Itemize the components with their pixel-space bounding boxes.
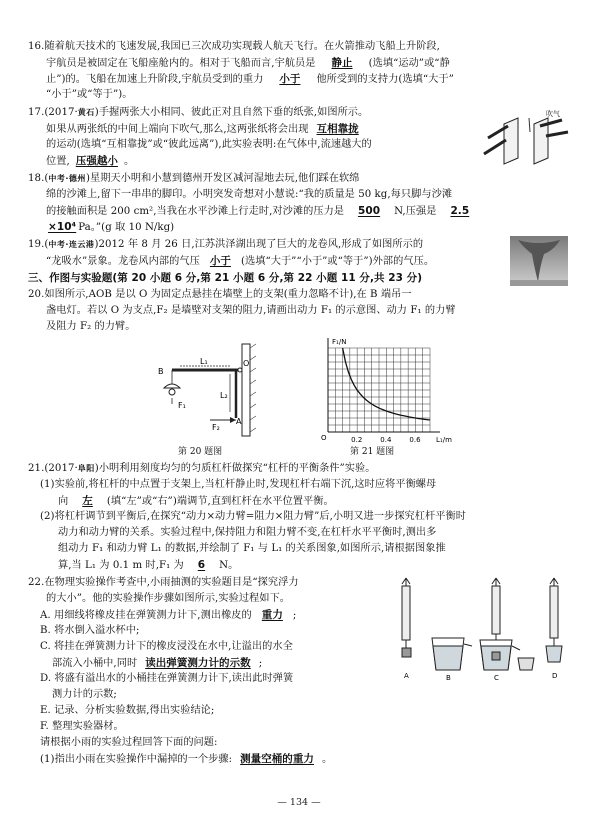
q22-stepF: F. 整理实验器材。	[40, 721, 124, 732]
q22-line1: 22.在物理实验操作考查中,小雨抽测的实验题目是“探究浮力	[28, 577, 299, 588]
caption-fig20: 第 20 题图	[178, 447, 223, 457]
caption-fig21: 第 21 题图	[350, 447, 395, 457]
q21-line6: 组动力 F₁ 和动力臂 L₁ 的数据,并绘制了 F₁ 与 L₁ 的关系图象,如图所示,请根据图象推	[58, 543, 446, 554]
bracket-figure	[150, 340, 270, 440]
q21-answer2: 6	[197, 559, 206, 571]
q22-answer1: 测量空桶的重力	[240, 753, 314, 765]
page-number: — 134 —	[277, 797, 321, 808]
q17-line1: 17.(2017·黄石)手握两张大小相同、彼此正对且自然下垂的纸张,如图所示。	[28, 107, 369, 118]
q17-answer1: 互相靠拢	[316, 123, 359, 135]
q21-line5: 动力和动力臂的关系。实验过程中,保持阻力和阻力臂不变,在杠杆水平平衡时,测出多	[58, 527, 437, 538]
q18-line1: 18.(中考·德州)星期天小明和小慧到德州开发区减河湿地去玩,他们踩在软绵	[28, 173, 360, 184]
q16-answer1: 静止	[331, 57, 353, 69]
fig20-B-label: B	[158, 367, 164, 376]
blow-label: 吹气	[546, 110, 560, 118]
q16-answer2: 小于	[279, 73, 301, 85]
q19-line2: “龙吸水”景象。龙卷风内部的气压 小于 (选填“大于”“小于”或“等于”)外部的气压。	[46, 255, 435, 267]
y-axis-label: F₁/N	[332, 338, 347, 346]
q21-line1: 21.(2017·阜阳)小明利用刻度均匀的匀质杠杆做探究“杠杆的平衡条件”实验。	[28, 463, 376, 474]
q22-line2: 的大小”。他的实验操作步骤如图所示,实验过程如下。	[46, 593, 291, 604]
q21-answer1: 左	[82, 495, 93, 507]
q19-line1: 19.(中考·连云港)2012 年 8 月 26 日,江苏洪泽湖出现了巨大的龙卷风,形成了如图所示的	[28, 239, 424, 250]
q22-stepC1: C. 将挂在弹簧测力计下的橡皮浸没在水中,让溢出的水全	[40, 641, 293, 652]
q17-line4: 位置, 压强越小 。	[46, 155, 135, 167]
q16-line1: 16.随着航天技术的飞速发展,我国已三次成功实现载人航天飞行。在火箭推动飞船上升阶段,	[28, 41, 440, 52]
fig20-F1-label: F₁	[178, 401, 186, 410]
fig22-label-A: A	[404, 672, 409, 680]
q17-line3: 的运动(选填“互相靠拢”或“彼此远离”),此实验表明:在气体中,流速越大的	[46, 139, 372, 150]
x-axis-label: L₁/m	[436, 436, 452, 444]
q17-line2: 如果从两张纸的中间上端向下吹气,那么,这两张纸将会出现 互相靠拢	[46, 123, 359, 135]
q22-answerA: 重力	[261, 609, 283, 621]
force-arm-chart	[300, 338, 450, 448]
paper-blow-figure	[474, 106, 574, 176]
q22-stepD1: D. 将盛有溢出水的小桶挂在弹簧测力计下,读出此时弹簧	[40, 673, 294, 684]
q21-line7: 算,当 L₁ 为 0.1 m 时,F₁ 为 6 N。	[58, 559, 239, 571]
q18-answer1: 500	[358, 205, 381, 217]
q20-line1: 20.如图所示,AOB 是以 O 为固定点悬挂在墙壁上的支架(重力忽略不计),在 B 端吊一	[28, 289, 412, 300]
fig22-label-D: D	[552, 672, 558, 680]
q21-line4: (2)将杠杆调节到平衡后,在探究“动力×动力臂=阻力×阻力臂”后,小明又进一步探究杠杆平衡时	[40, 511, 466, 522]
fig22-label-C: C	[494, 674, 499, 682]
fig20-A-label: A	[236, 417, 242, 426]
tornado-photo	[510, 236, 568, 286]
q21-line3: 向 左 (填“左”或“右”)端调节,直到杠杆在水平位置平衡。	[58, 495, 334, 507]
section-title: 三、作图与实验题(第 20 小题 6 分,第 21 小题 6 分,第 22 小题 11 分,共 23 分)	[28, 272, 423, 284]
q22-sub1: (1)指出小雨在实验操作中漏掉的一个步骤: 测量空桶的重力 。	[40, 753, 333, 765]
q22-stepC2: 部流入小桶中,同时 读出弹簧测力计的示数 ;	[52, 657, 263, 669]
q18-answer2: 2.5	[450, 205, 470, 217]
fig20-L1-label: L₁	[200, 357, 208, 366]
origin-label: O	[321, 434, 327, 442]
q16-line2: 宇航员是被固定在飞船座舱内的。相对于飞船而言,宇航员是 静止 (选填“运动”或“静	[46, 57, 450, 69]
q22-stepD2: 测力计的示数;	[52, 689, 117, 700]
fig20-F2-label: F₂	[212, 423, 220, 432]
q18-line4: ×10⁴ Pa。”(g 取 10 N/kg)	[48, 221, 175, 233]
fig20-O-label: O	[243, 359, 250, 368]
blow-arrow	[529, 118, 530, 132]
q20-line2: 盏电灯。若以 O 为支点,F₂ 是墙壁对支架的阻力,请画出动力 F₁ 的示意图、动力 F₁ 的力臂	[46, 305, 456, 316]
q18-line3: 的接触面积是 200 cm²,当我在水平沙滩上行走时,对沙滩的压力是 500 N,压强是 2.5	[46, 205, 470, 217]
q22-stepE: E. 记录、分析实验数据,得出实验结论;	[40, 705, 215, 716]
x-tick-label: 0.4	[380, 436, 392, 444]
q22-stepB: B. 将水倒入溢水杯中;	[40, 625, 140, 636]
q22-answerC: 读出弹簧测力计的示数	[145, 657, 251, 669]
q21-line2: (1)实验前,将杠杆的中点置于支架上,当杠杆静止时,发现杠杆右端下沉,这时应将平衡螺母	[40, 479, 437, 490]
q17-answer2: 压强越小	[75, 155, 118, 167]
q19-answer1: 小于	[209, 255, 231, 267]
q20-line3: 及阻力 F₂ 的力臂。	[46, 321, 136, 332]
q18-line2: 绵的沙滩上,留下一串串的脚印。小明突发奇想对小慧说:“我的质量是 50 kg,每只脚与沙滩	[46, 189, 453, 200]
q16-line3: 止”)的。飞船在加速上升阶段,宇航员受到的重力 小于 他所受到的支持力(选填“大于”	[46, 73, 454, 85]
fig20-L2-label: L₂	[220, 391, 228, 400]
q22-ask: 请根据小雨的实验过程回答下面的问题:	[40, 737, 218, 748]
x-tick-label: 0.2	[351, 436, 363, 444]
x-tick-label: 0.6	[409, 436, 421, 444]
buoyancy-experiment-figure	[384, 574, 580, 684]
q22-stepA: A. 用细线将橡皮挂在弹簧测力计下,测出橡皮的 重力 ;	[40, 609, 297, 621]
q18-answer3: ×10⁴	[48, 221, 77, 233]
fig22-label-B: B	[446, 674, 451, 682]
q16-line4: “小于”或“等于”)。	[46, 89, 133, 100]
